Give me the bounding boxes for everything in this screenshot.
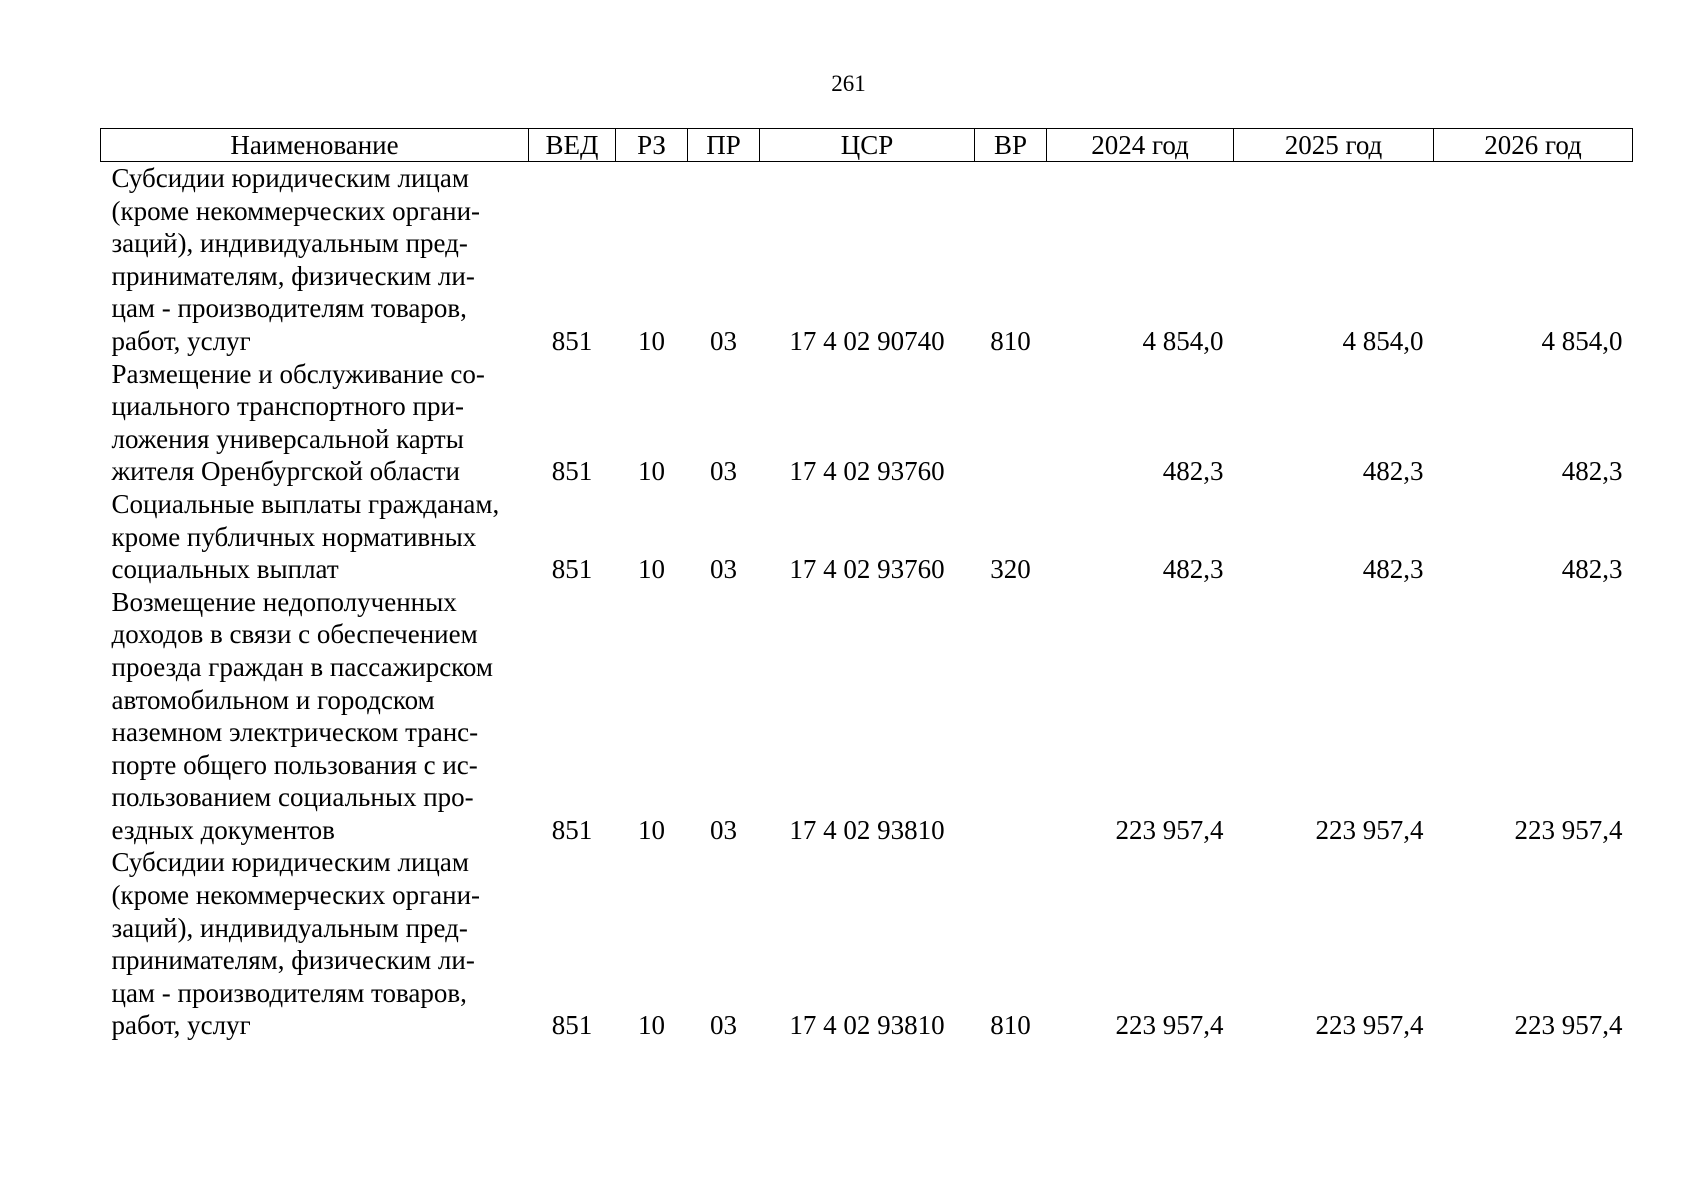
row-ved: 851 [551, 456, 593, 487]
row-pr: 03 [710, 1010, 737, 1041]
row-csr: 17 4 02 93760 [789, 456, 945, 487]
header-year-2026: 2026 год [1434, 129, 1633, 162]
row-csr: 17 4 02 93760 [789, 554, 945, 585]
row-amount-2024: 223 957,4 [1115, 1010, 1224, 1041]
row-csr: 17 4 02 93810 [789, 814, 945, 845]
header-csr: ЦСР [760, 129, 975, 162]
header-vr: ВР [975, 129, 1047, 162]
row-amount-2024: 4 854,0 [1142, 325, 1224, 356]
table-body [101, 162, 1633, 1043]
table-row [101, 846, 1633, 1042]
row-amount-2025: 4 854,0 [1342, 325, 1424, 356]
header-year-2025: 2025 год [1234, 129, 1434, 162]
row-amount-2024: 223 957,4 [1115, 814, 1224, 845]
row-pr: 03 [710, 814, 737, 845]
table-header [101, 129, 1633, 162]
row-rz: 10 [638, 456, 665, 487]
budget-table [100, 128, 1633, 1042]
row-vr: 320 [990, 554, 1031, 585]
header-row [101, 129, 1633, 162]
row-pr: 03 [710, 325, 737, 356]
row-amount-2025: 223 957,4 [1315, 1010, 1424, 1041]
row-csr: 17 4 02 93810 [789, 1010, 945, 1041]
row-vr [975, 358, 1047, 488]
row-rz: 10 [638, 814, 665, 845]
row-pr: 03 [710, 456, 737, 487]
row-name: Социальные выплаты гражданам, кроме публичных нормативных социальных выплат [111, 488, 500, 585]
row-amount-2025: 482,3 [1362, 456, 1424, 487]
row-amount-2026: 4 854,0 [1541, 325, 1623, 356]
row-amount-2025: 482,3 [1362, 554, 1424, 585]
row-amount-2026: 482,3 [1561, 456, 1623, 487]
row-ved: 851 [551, 325, 593, 356]
row-amount-2024: 482,3 [1162, 456, 1224, 487]
row-vr [975, 586, 1047, 847]
row-ved: 851 [551, 554, 593, 585]
table-row [101, 162, 1633, 358]
table-row [101, 488, 1633, 586]
row-pr: 03 [710, 554, 737, 585]
row-vr: 810 [990, 325, 1031, 356]
header-rz: РЗ [616, 129, 688, 162]
table-row [101, 586, 1633, 847]
page-number: 261 [831, 71, 866, 96]
header-name: Наименование [101, 129, 529, 162]
row-name: Субсидии юридическим лицам (кроме некоммерческих органи- заций), индивидуальным пред- принимателям, физическим ли- цам - производителям товаров, работ, услуг [111, 163, 481, 356]
header-ved: ВЕД [529, 129, 616, 162]
row-amount-2026: 223 957,4 [1514, 814, 1623, 845]
row-name: Возмещение недополученных доходов в связи с обеспечением проезда граждан в пассажирском автомобильном и городском наземном электрическом транс- порте общего пользования с ис- пользованием социальных про- ездных документов [111, 586, 493, 845]
row-amount-2026: 482,3 [1561, 554, 1623, 585]
row-csr: 17 4 02 90740 [789, 325, 945, 356]
header-pr: ПР [688, 129, 760, 162]
table-row [101, 358, 1633, 488]
header-year-2024: 2024 год [1047, 129, 1234, 162]
row-ved: 851 [551, 814, 593, 845]
row-rz: 10 [638, 325, 665, 356]
row-amount-2026: 223 957,4 [1514, 1010, 1623, 1041]
row-rz: 10 [638, 554, 665, 585]
row-vr: 810 [990, 1010, 1031, 1041]
row-name: Субсидии юридическим лицам (кроме некоммерческих органи- заций), индивидуальным пред- принимателям, физическим ли- цам - производителям товаров, работ, услуг [111, 847, 481, 1041]
row-name: Размещение и обслуживание со- циального транспортного при- ложения универсальной карты жителя Оренбургской области [111, 358, 485, 487]
row-rz: 10 [638, 1010, 665, 1041]
row-amount-2025: 223 957,4 [1315, 814, 1424, 845]
row-ved: 851 [551, 1010, 593, 1041]
row-amount-2024: 482,3 [1162, 554, 1224, 585]
